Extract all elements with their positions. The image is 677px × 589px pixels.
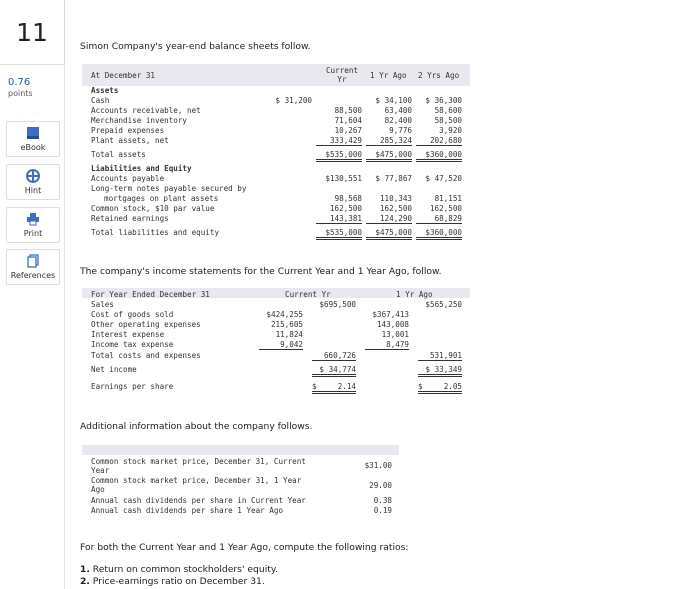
total-assets-c3: $360,000 xyxy=(416,150,462,162)
bs-header-col2: 1 Yr Ago xyxy=(370,71,407,80)
table-cell: 110,343 xyxy=(379,194,412,203)
print-label: Print xyxy=(23,229,43,238)
printer-icon xyxy=(26,212,40,226)
eps-cy: $ 2.14 xyxy=(312,382,356,394)
eps-label: Earnings per share xyxy=(91,382,174,391)
table-cell: 143,008 xyxy=(376,320,409,329)
additional-intro-text: Additional information about the company follows. xyxy=(80,421,313,432)
net-income-label: Net income xyxy=(91,365,137,374)
income-intro-text: The company's income statements for the Current Year and 1 Year Ago, follow. xyxy=(80,266,442,277)
ebook-label: eBook xyxy=(20,143,46,152)
table-row: Common stock market price, December 31, Current Year xyxy=(91,457,306,475)
accounts-payable-label: Accounts payable xyxy=(91,174,165,183)
table-cell: 162,500 xyxy=(379,204,412,213)
sales-cy: $695,500 xyxy=(319,300,356,309)
income-statement-table xyxy=(82,288,470,396)
book-icon xyxy=(26,126,40,140)
table-row: Accounts receivable, net xyxy=(91,106,201,115)
eps-py: $ 2.05 xyxy=(418,382,462,394)
hint-label: Hint xyxy=(24,186,42,195)
table-cell: 333,429 xyxy=(316,136,362,146)
table-cell: 215,605 xyxy=(270,320,303,329)
table-cell: $ 77,867 xyxy=(375,174,412,183)
table-cell: 10,267 xyxy=(334,126,362,135)
table-cell: 68,829 xyxy=(416,214,462,224)
is-header-label: For Year Ended December 31 xyxy=(91,290,210,299)
is-header-col2: 1 Yr Ago xyxy=(396,290,433,299)
table-cell: 98,568 xyxy=(334,194,362,203)
lt-notes-label: Long-term notes payable secured by xyxy=(91,184,247,193)
additional-info-table xyxy=(82,445,399,519)
table-cell: 63,400 xyxy=(384,106,412,115)
table-row: Annual cash dividends per share in Current Year xyxy=(91,496,306,505)
table-cell: $367,413 xyxy=(372,310,409,319)
table-cell: $ 36,300 xyxy=(425,96,462,105)
references-button[interactable] xyxy=(6,249,60,285)
documents-icon xyxy=(26,254,40,268)
table-cell: 143,381 xyxy=(316,214,362,224)
print-button[interactable] xyxy=(6,207,60,243)
assets-heading: Assets xyxy=(91,86,119,95)
lt-notes-label-2: mortgages on plant assets xyxy=(104,194,219,203)
table-cell: $130,551 xyxy=(325,174,362,183)
table-cell: 58,600 xyxy=(434,106,462,115)
table-cell: 82,400 xyxy=(384,116,412,125)
table-cell: 8,479 xyxy=(365,340,409,350)
ebook-button[interactable] xyxy=(6,121,60,157)
instruction-text: For both the Current Year and 1 Year Ago, compute the following ratios: xyxy=(80,542,409,553)
table-cell: 81,151 xyxy=(434,194,462,203)
liabilities-heading: Liabilities and Equity xyxy=(91,164,192,173)
table-row: Other operating expenses xyxy=(91,320,201,329)
balance-sheet-table xyxy=(82,64,470,242)
total-costs-label: Total costs and expenses xyxy=(91,351,201,360)
sales-label: Sales xyxy=(91,300,114,309)
table-row: Prepaid expenses xyxy=(91,126,165,135)
table-row: Cash xyxy=(91,96,110,105)
retained-earnings-label: Retained earnings xyxy=(91,214,169,223)
table-cell: $31.00 xyxy=(364,461,392,470)
points-value: 0.76 xyxy=(8,77,31,88)
table-cell: 202,680 xyxy=(416,136,462,146)
table-cell: $424,255 xyxy=(266,310,303,319)
table-cell: $ 31,200 xyxy=(275,96,312,105)
total-liab-c2: $475,000 xyxy=(366,228,412,240)
table-row: Merchandise inventory xyxy=(91,116,188,125)
table-row: Annual cash dividends per share 1 Year Ago xyxy=(91,506,284,515)
table-cell: 29.00 xyxy=(369,481,392,490)
table-cell: $ 47,520 xyxy=(425,174,462,183)
table-row: Interest expense xyxy=(91,330,165,339)
table-cell: 162,500 xyxy=(429,204,462,213)
table-cell: 9,776 xyxy=(389,126,412,135)
total-assets-c2: $475,000 xyxy=(366,150,412,162)
bs-header-col1: Current Yr xyxy=(325,66,358,84)
total-liabilities-label: Total liabilities and equity xyxy=(91,228,220,237)
table-cell: 88,500 xyxy=(334,106,362,115)
intro-text: Simon Company's year-end balance sheets follow. xyxy=(80,41,311,52)
table-cell: 58,500 xyxy=(434,116,462,125)
table-cell: 285,324 xyxy=(366,136,412,146)
table-row: Income tax expense xyxy=(91,340,174,349)
table-row: Plant assets, net xyxy=(91,136,169,145)
table-cell: $ 34,100 xyxy=(375,96,412,105)
ratio-item-1: 1. Return on common stockholders' equity. xyxy=(80,564,278,575)
table-cell: 162,500 xyxy=(329,204,362,213)
lifebuoy-icon xyxy=(26,169,40,183)
total-assets-c1: $535,000 xyxy=(316,150,362,162)
total-liab-c3: $360,000 xyxy=(416,228,462,240)
bs-header-label: At December 31 xyxy=(91,71,156,80)
table-cell: 13,001 xyxy=(381,330,409,339)
is-header-col1: Current Yr xyxy=(285,290,331,299)
total-costs-py: 531,901 xyxy=(418,351,462,361)
ratio-item-2: 2. Price-earnings ratio on December 31. xyxy=(80,576,265,587)
total-costs-cy: 660,726 xyxy=(312,351,356,361)
table-cell: 9,042 xyxy=(259,340,303,350)
hint-button[interactable] xyxy=(6,164,60,200)
net-income-py: $ 33,349 xyxy=(418,365,462,377)
table-cell: 0.19 xyxy=(373,506,392,515)
question-number: 11 xyxy=(0,0,65,65)
table-cell: 3,920 xyxy=(439,126,462,135)
total-assets-label: Total assets xyxy=(91,150,146,159)
table-cell: 11,824 xyxy=(275,330,303,339)
table-cell: 124,290 xyxy=(366,214,412,224)
sales-py: $565,250 xyxy=(425,300,462,309)
table-row: Common stock market price, December 31, 1 Year Ago xyxy=(91,476,302,494)
net-income-cy: $ 34,774 xyxy=(312,365,356,377)
question-sidebar xyxy=(0,0,65,589)
bs-header-col3: 2 Yrs Ago xyxy=(418,71,460,80)
common-stock-label: Common stock, $10 par value xyxy=(91,204,215,213)
total-liab-c1: $535,000 xyxy=(316,228,362,240)
points-label: points xyxy=(8,89,33,98)
table-row: Cost of goods sold xyxy=(91,310,174,319)
table-cell: 71,604 xyxy=(334,116,362,125)
table-cell: 0.38 xyxy=(373,496,392,505)
references-label: References xyxy=(10,271,56,280)
